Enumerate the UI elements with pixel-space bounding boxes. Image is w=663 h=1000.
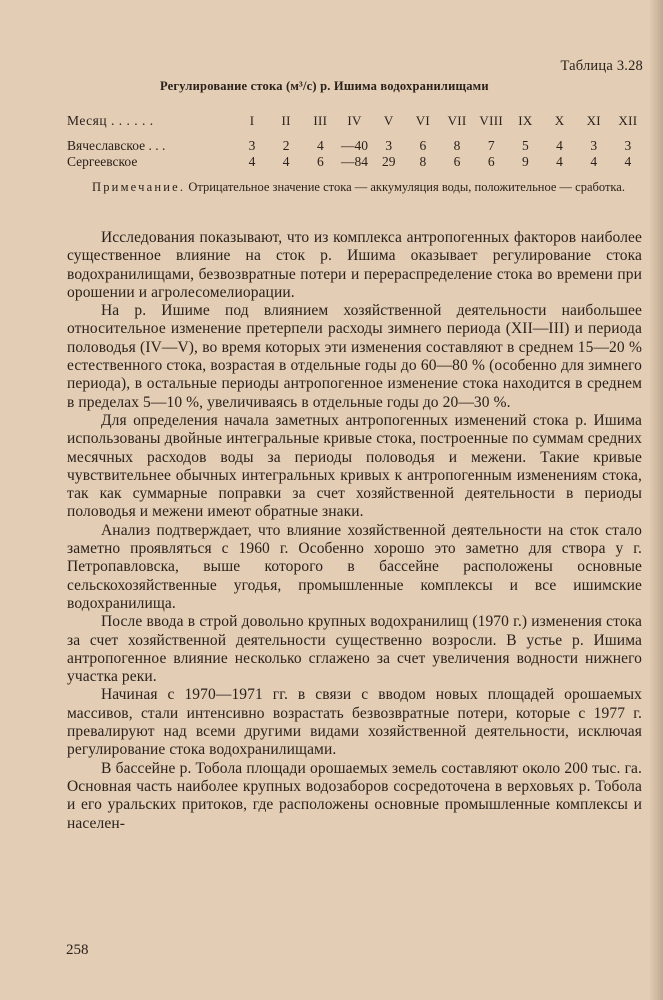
month-header: IV [347, 113, 362, 128]
table-cell: 4 [590, 154, 598, 169]
table-cell: 4 [556, 138, 563, 153]
page-edge-shadow [649, 0, 663, 1000]
table-cell: 3 [248, 138, 256, 153]
paragraph: После ввода в строй довольно крупных водохранилищ (1970 г.) изменения стока за счет хозяйственной деятельности существенно возросли. В устье р. Ишима антропогенное влияние несколько сглажено за счет увеличения водности нижнего участка реки. [67, 613, 642, 686]
page-number: 258 [66, 942, 89, 958]
table-cell: 6 [453, 154, 461, 169]
table-cell: 29 [381, 154, 396, 169]
table-number: Таблица 3.28 [560, 58, 643, 74]
table-cell: 8 [453, 138, 461, 153]
month-header: IX [518, 113, 533, 128]
note-label: Примечание. [92, 180, 186, 194]
table-cell: 3 [590, 138, 598, 153]
table-note [92, 179, 642, 195]
table-cell: 4 [316, 138, 324, 153]
paragraph: В бассейне р. Тобола площади орошаемых земель составляют около 200 тыс. га. Основная часть наиболее крупных водозаборов сосредоточена в верховьях р. Тобола и его уральских притоков, где расположены основные промышленные комплексы и населен- [67, 759, 642, 832]
month-header: XI [586, 113, 601, 128]
table-cell: 3 [624, 138, 632, 153]
month-header: VIII [479, 113, 503, 128]
station-name: Вячеславское . . . [67, 138, 166, 153]
table-row [67, 154, 645, 170]
month-header: XII [618, 113, 638, 128]
table-cell: 4 [624, 154, 632, 169]
table-cell: 2 [282, 138, 290, 153]
table-cell: 4 [248, 154, 256, 169]
paragraph: Начиная с 1970—1971 гг. в связи с вводом новых площадей орошаемых массивов, стали интенсивно возрастать безвозвратные потери, которые с 1977 г. превалируют над всеми другими видами хозяйственной деятельности, исключая регулирование стока водохранилищами. [67, 686, 642, 759]
table-cell: 6 [316, 154, 324, 169]
table-cell: 7 [487, 138, 495, 153]
table-cell: 5 [522, 138, 529, 153]
table-header-row [67, 104, 645, 138]
note-text: Отрицательное значение стока — аккумуляция воды, положительное — сработка. [185, 180, 625, 194]
paragraph: Анализ подтверждает, что влияние хозяйственной деятельности на сток стало заметно проявляться с 1960 г. Особенно хорошо это заметно для створа у г. Петропавловска, выше которого в бассейне расположены основные сельскохозяйственные угодья, промышленные комплексы и все ишимские водохранилища. [67, 521, 642, 612]
table-title: Регулирование стока (м³/с) р. Ишима водохранилищами [160, 79, 489, 93]
month-header: X [554, 113, 565, 128]
flow-regulation-table [67, 104, 645, 170]
station-name: Сергеевское [67, 154, 138, 169]
month-header: III [313, 113, 328, 128]
table-cell: 6 [487, 154, 495, 169]
table-cell: 4 [282, 154, 290, 169]
month-header-label: Месяц . . . . . . [67, 113, 154, 128]
body-text [67, 229, 642, 833]
month-header: V [383, 113, 394, 128]
table-cell: 9 [522, 154, 529, 169]
table-cell: 6 [419, 138, 427, 153]
month-header: VI [415, 113, 431, 128]
paragraph: Для определения начала заметных антропогенных изменений стока р. Ишима использованы двойные интегральные кривые стока, построенные по суммам средних месячных расходов воды за периоды половодья и межени. Такие кривые чувствительнее обычных интегральных кривых к антропогенным изменениям стока, так как суммарные поправки за счет хозяйственной деятельности в периоды половодья и межени имеют обратные знаки. [67, 411, 642, 521]
table-cell: —40 [341, 138, 369, 153]
month-header: I [249, 113, 255, 128]
table-row [67, 138, 645, 154]
paragraph: Исследования показывают, что из комплекса антропогенных факторов наиболее существенное влияние на сток р. Ишима оказывает регулирование стока водохранилищами, безвозвратные потери и перераспределение стока во времени при орошении и агролесомелиорации. [67, 229, 642, 301]
month-header: VII [447, 113, 467, 128]
paragraph: На р. Ишиме под влиянием хозяйственной деятельности наибольшее относительное изменение претерпели расходы зимнего периода (XII—III) и периода половодья (IV—V), во время которых эти изменения составляют в среднем 15—20 % естественного стока, возрастая в отдельные годы до 60—80 % (особенно для зимнего периода), в остальные периоды антропогенное изменение стока находится в среднем в пределах 5—10 %, увеличиваясь в отдельные годы до 20—30 %. [67, 302, 642, 411]
table-cell: 4 [556, 154, 563, 169]
table-cell: 3 [385, 138, 393, 153]
table-cell: 8 [419, 154, 427, 169]
month-header: II [281, 113, 291, 128]
table-cell: —84 [341, 154, 369, 169]
